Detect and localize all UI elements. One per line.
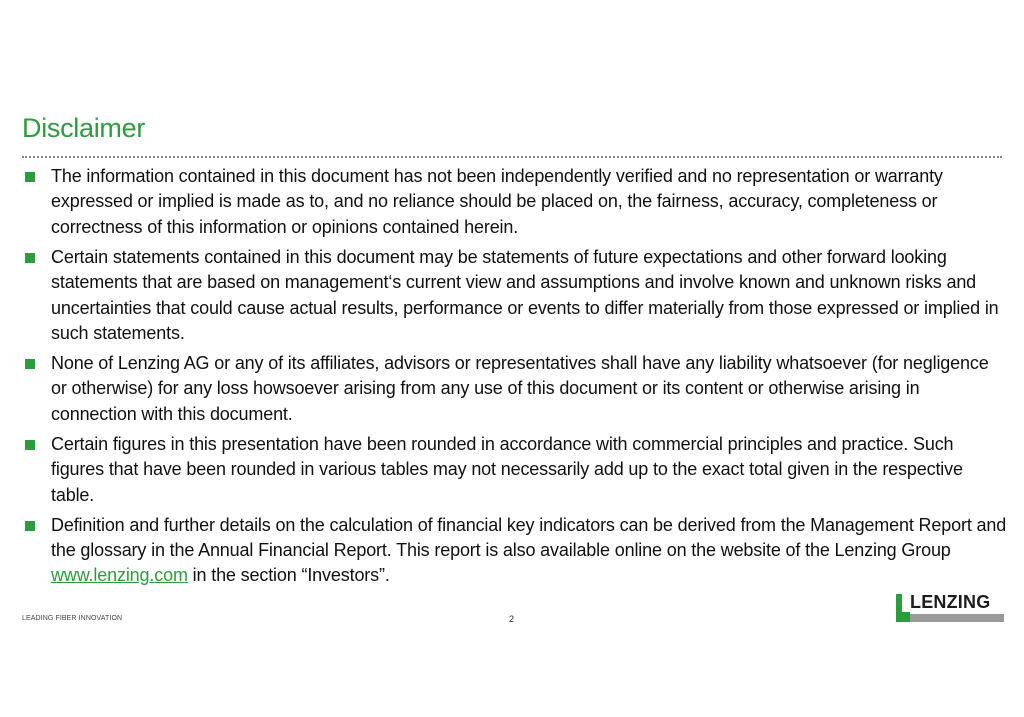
square-bullet-icon <box>25 172 35 182</box>
square-bullet-icon <box>25 440 35 450</box>
square-bullet-icon <box>25 359 35 369</box>
list-item <box>22 245 1007 347</box>
list-item <box>22 164 1007 240</box>
bullet-text: None of Lenzing AG or any of its affiliates, advisors or representatives shall have any liability whatsoever (for negligence or otherwise) for any loss howsoever arising from any use of this document or its content or otherwise arising in connection with this document. <box>51 353 989 424</box>
bullet-text-before-link: Definition and further details on the calculation of financial key indicators can be derived from the Management Report and the glossary in the Annual Financial Report. This report is also available online on the website of the Lenzing Group <box>51 514 1007 561</box>
logo-underline-bar <box>910 614 1004 622</box>
list-item <box>22 351 1007 427</box>
bullet-text: Certain figures in this presentation have been rounded in accordance with commercial principles and practice. Such figures that have been rounded in various tables may not necessarily add up to the exact total given in the respective table. <box>51 433 963 505</box>
lenzing-logo <box>896 592 1004 622</box>
page-title: Disclaimer <box>22 113 146 143</box>
title-divider <box>22 156 1002 158</box>
bullet-text-after-link: in the section “Investors”. <box>187 565 390 586</box>
bullet-text: The information contained in this document has not been independently verified and no representation or warranty expressed or implied is made as to, and no reliance should be placed on, the fairness, accuracy, completeness or correctness of this information or opinions contained herein. <box>51 166 943 237</box>
disclaimer-list <box>22 164 1007 593</box>
lenzing-website-link[interactable]: www.lenzing.com <box>51 565 188 586</box>
logo-wordmark: LENZING <box>910 592 991 612</box>
footer-tagline: LEADING FIBER INNOVATION <box>22 615 123 622</box>
list-item <box>22 513 1007 589</box>
page-number: 2 <box>509 614 515 624</box>
square-bullet-icon <box>25 253 35 263</box>
bullet-text: Certain statements contained in this document may be statements of future expectations and other forward looking statements that are based on management‘s current view and assumptions and involve known and unknown risks and uncertainties that could cause actual results, performance or events to differ materially from those expressed or implied in such statements. <box>51 246 999 344</box>
square-bullet-icon <box>25 521 35 531</box>
list-item <box>22 432 1007 508</box>
